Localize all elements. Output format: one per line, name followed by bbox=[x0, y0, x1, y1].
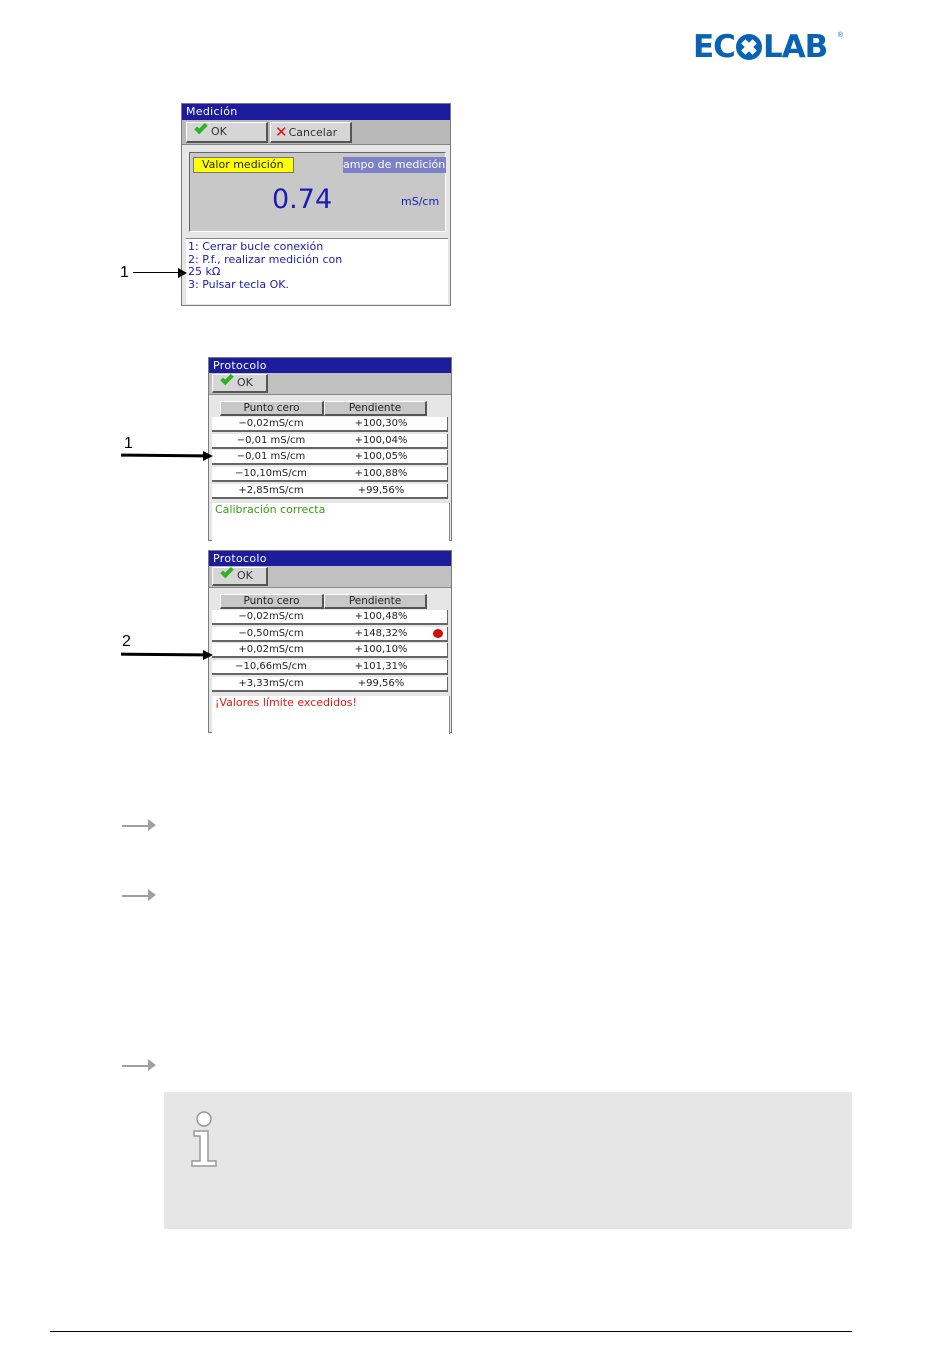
medicion-toolbar bbox=[182, 120, 450, 145]
callout-number-1: 1 bbox=[120, 264, 129, 281]
slope-cell: +100,30% bbox=[354, 418, 408, 429]
measurement-panel bbox=[189, 152, 446, 232]
table-row bbox=[212, 450, 448, 465]
callout-arrow-line bbox=[133, 272, 179, 273]
protocol-error-table-header bbox=[220, 594, 426, 609]
protocol-error-title: Protocolo bbox=[209, 551, 451, 566]
callout-arrow-line bbox=[121, 653, 203, 657]
slope-cell: +100,88% bbox=[354, 468, 408, 479]
zero-cell: −0,01 mS/cm bbox=[236, 451, 306, 462]
info-note-box bbox=[164, 1092, 852, 1229]
tab-measurement-range[interactable]: ampo de medición bbox=[343, 158, 446, 171]
step-arrow-icon bbox=[122, 1058, 156, 1070]
ok-button[interactable] bbox=[212, 374, 268, 393]
warning-icon bbox=[433, 629, 443, 638]
callout-arrow-head bbox=[203, 650, 213, 660]
column-header-zero: Punto cero bbox=[220, 594, 324, 609]
table-row bbox=[212, 660, 448, 675]
info-icon bbox=[188, 1110, 222, 1168]
ok-label: OK bbox=[237, 569, 253, 582]
slope-cell: +148,32% bbox=[354, 628, 408, 639]
zero-cell: −10,10mS/cm bbox=[235, 468, 307, 479]
medicion-screen bbox=[181, 103, 451, 306]
calibration-status: Calibración correcta bbox=[212, 503, 450, 541]
column-header-slope: Pendiente bbox=[324, 401, 427, 416]
ok-button[interactable] bbox=[212, 567, 268, 586]
cross-icon: ✕ bbox=[275, 123, 288, 141]
logo-o-icon bbox=[736, 34, 762, 60]
protocol-error-screen bbox=[208, 550, 452, 733]
instruction-line-2: 2: P.f., realizar medición con bbox=[188, 252, 343, 266]
table-row bbox=[212, 434, 448, 449]
tab-measurement-value[interactable]: Valor medición bbox=[193, 157, 294, 173]
table-row bbox=[212, 677, 448, 692]
protocol-ok-table-header bbox=[220, 401, 426, 416]
check-icon bbox=[220, 372, 233, 385]
column-header-zero: Punto cero bbox=[220, 401, 324, 416]
step-arrow-icon bbox=[122, 818, 156, 830]
slope-cell: +101,31% bbox=[354, 661, 408, 672]
instructions-box bbox=[186, 238, 448, 304]
table-row bbox=[212, 467, 448, 482]
calibration-status: ¡Valores límite excedidos! bbox=[212, 696, 450, 734]
protocol-ok-title: Protocolo bbox=[209, 358, 451, 373]
zero-cell: −0,02mS/cm bbox=[238, 418, 304, 429]
callout-number-1: 1 bbox=[124, 435, 133, 452]
cancel-label: Cancelar bbox=[288, 126, 338, 139]
measurement-unit: mS/cm bbox=[401, 195, 440, 208]
ok-label: OK bbox=[211, 125, 227, 138]
table-row bbox=[212, 643, 448, 658]
zero-cell: −0,50mS/cm bbox=[238, 628, 304, 639]
slope-cell: +100,04% bbox=[354, 435, 408, 446]
instruction-line-3: 25 kΩ bbox=[188, 265, 221, 279]
instruction-line-4: 3: Pulsar tecla OK. bbox=[188, 278, 289, 292]
zero-cell: +0,02mS/cm bbox=[238, 644, 304, 655]
registered-mark: ® bbox=[837, 32, 843, 39]
step-arrow-icon bbox=[122, 888, 156, 900]
ecolab-logo bbox=[693, 30, 843, 64]
slope-cell: +99,56% bbox=[357, 485, 405, 496]
protocol-error-toolbar bbox=[209, 566, 451, 588]
medicion-title: Medición bbox=[182, 104, 450, 120]
zero-cell: +2,85mS/cm bbox=[238, 485, 304, 496]
callout-arrow-line bbox=[121, 454, 203, 458]
callout-arrow-head bbox=[178, 268, 187, 278]
measurement-value: 0.74 bbox=[272, 184, 333, 215]
slope-cell: +100,48% bbox=[354, 611, 408, 622]
callout-number-2: 2 bbox=[122, 633, 131, 650]
callout-arrow-head bbox=[203, 451, 213, 461]
protocol-ok-toolbar bbox=[209, 373, 451, 395]
logo-wordmark: EC LAB bbox=[693, 29, 828, 65]
cancel-button[interactable] bbox=[270, 122, 352, 143]
zero-cell: −10,66mS/cm bbox=[235, 661, 307, 672]
instruction-line-1: 1: Cerrar bucle conexión bbox=[188, 240, 324, 253]
zero-cell: −0,01 mS/cm bbox=[236, 435, 306, 446]
table-row bbox=[212, 484, 448, 499]
footer-divider bbox=[50, 1331, 852, 1332]
slope-cell: +100,10% bbox=[354, 644, 408, 655]
slope-cell: +100,05% bbox=[354, 451, 408, 462]
ok-button[interactable] bbox=[186, 122, 268, 143]
check-icon bbox=[194, 121, 207, 134]
protocol-ok-screen bbox=[208, 357, 452, 541]
slope-cell: +99,56% bbox=[357, 678, 405, 689]
check-icon bbox=[220, 565, 233, 578]
table-row bbox=[212, 627, 448, 642]
ok-label: OK bbox=[237, 376, 253, 389]
table-row bbox=[212, 417, 448, 432]
table-row bbox=[212, 610, 448, 625]
zero-cell: −0,02mS/cm bbox=[238, 611, 304, 622]
zero-cell: +3,33mS/cm bbox=[238, 678, 304, 689]
column-header-slope: Pendiente bbox=[324, 594, 427, 609]
